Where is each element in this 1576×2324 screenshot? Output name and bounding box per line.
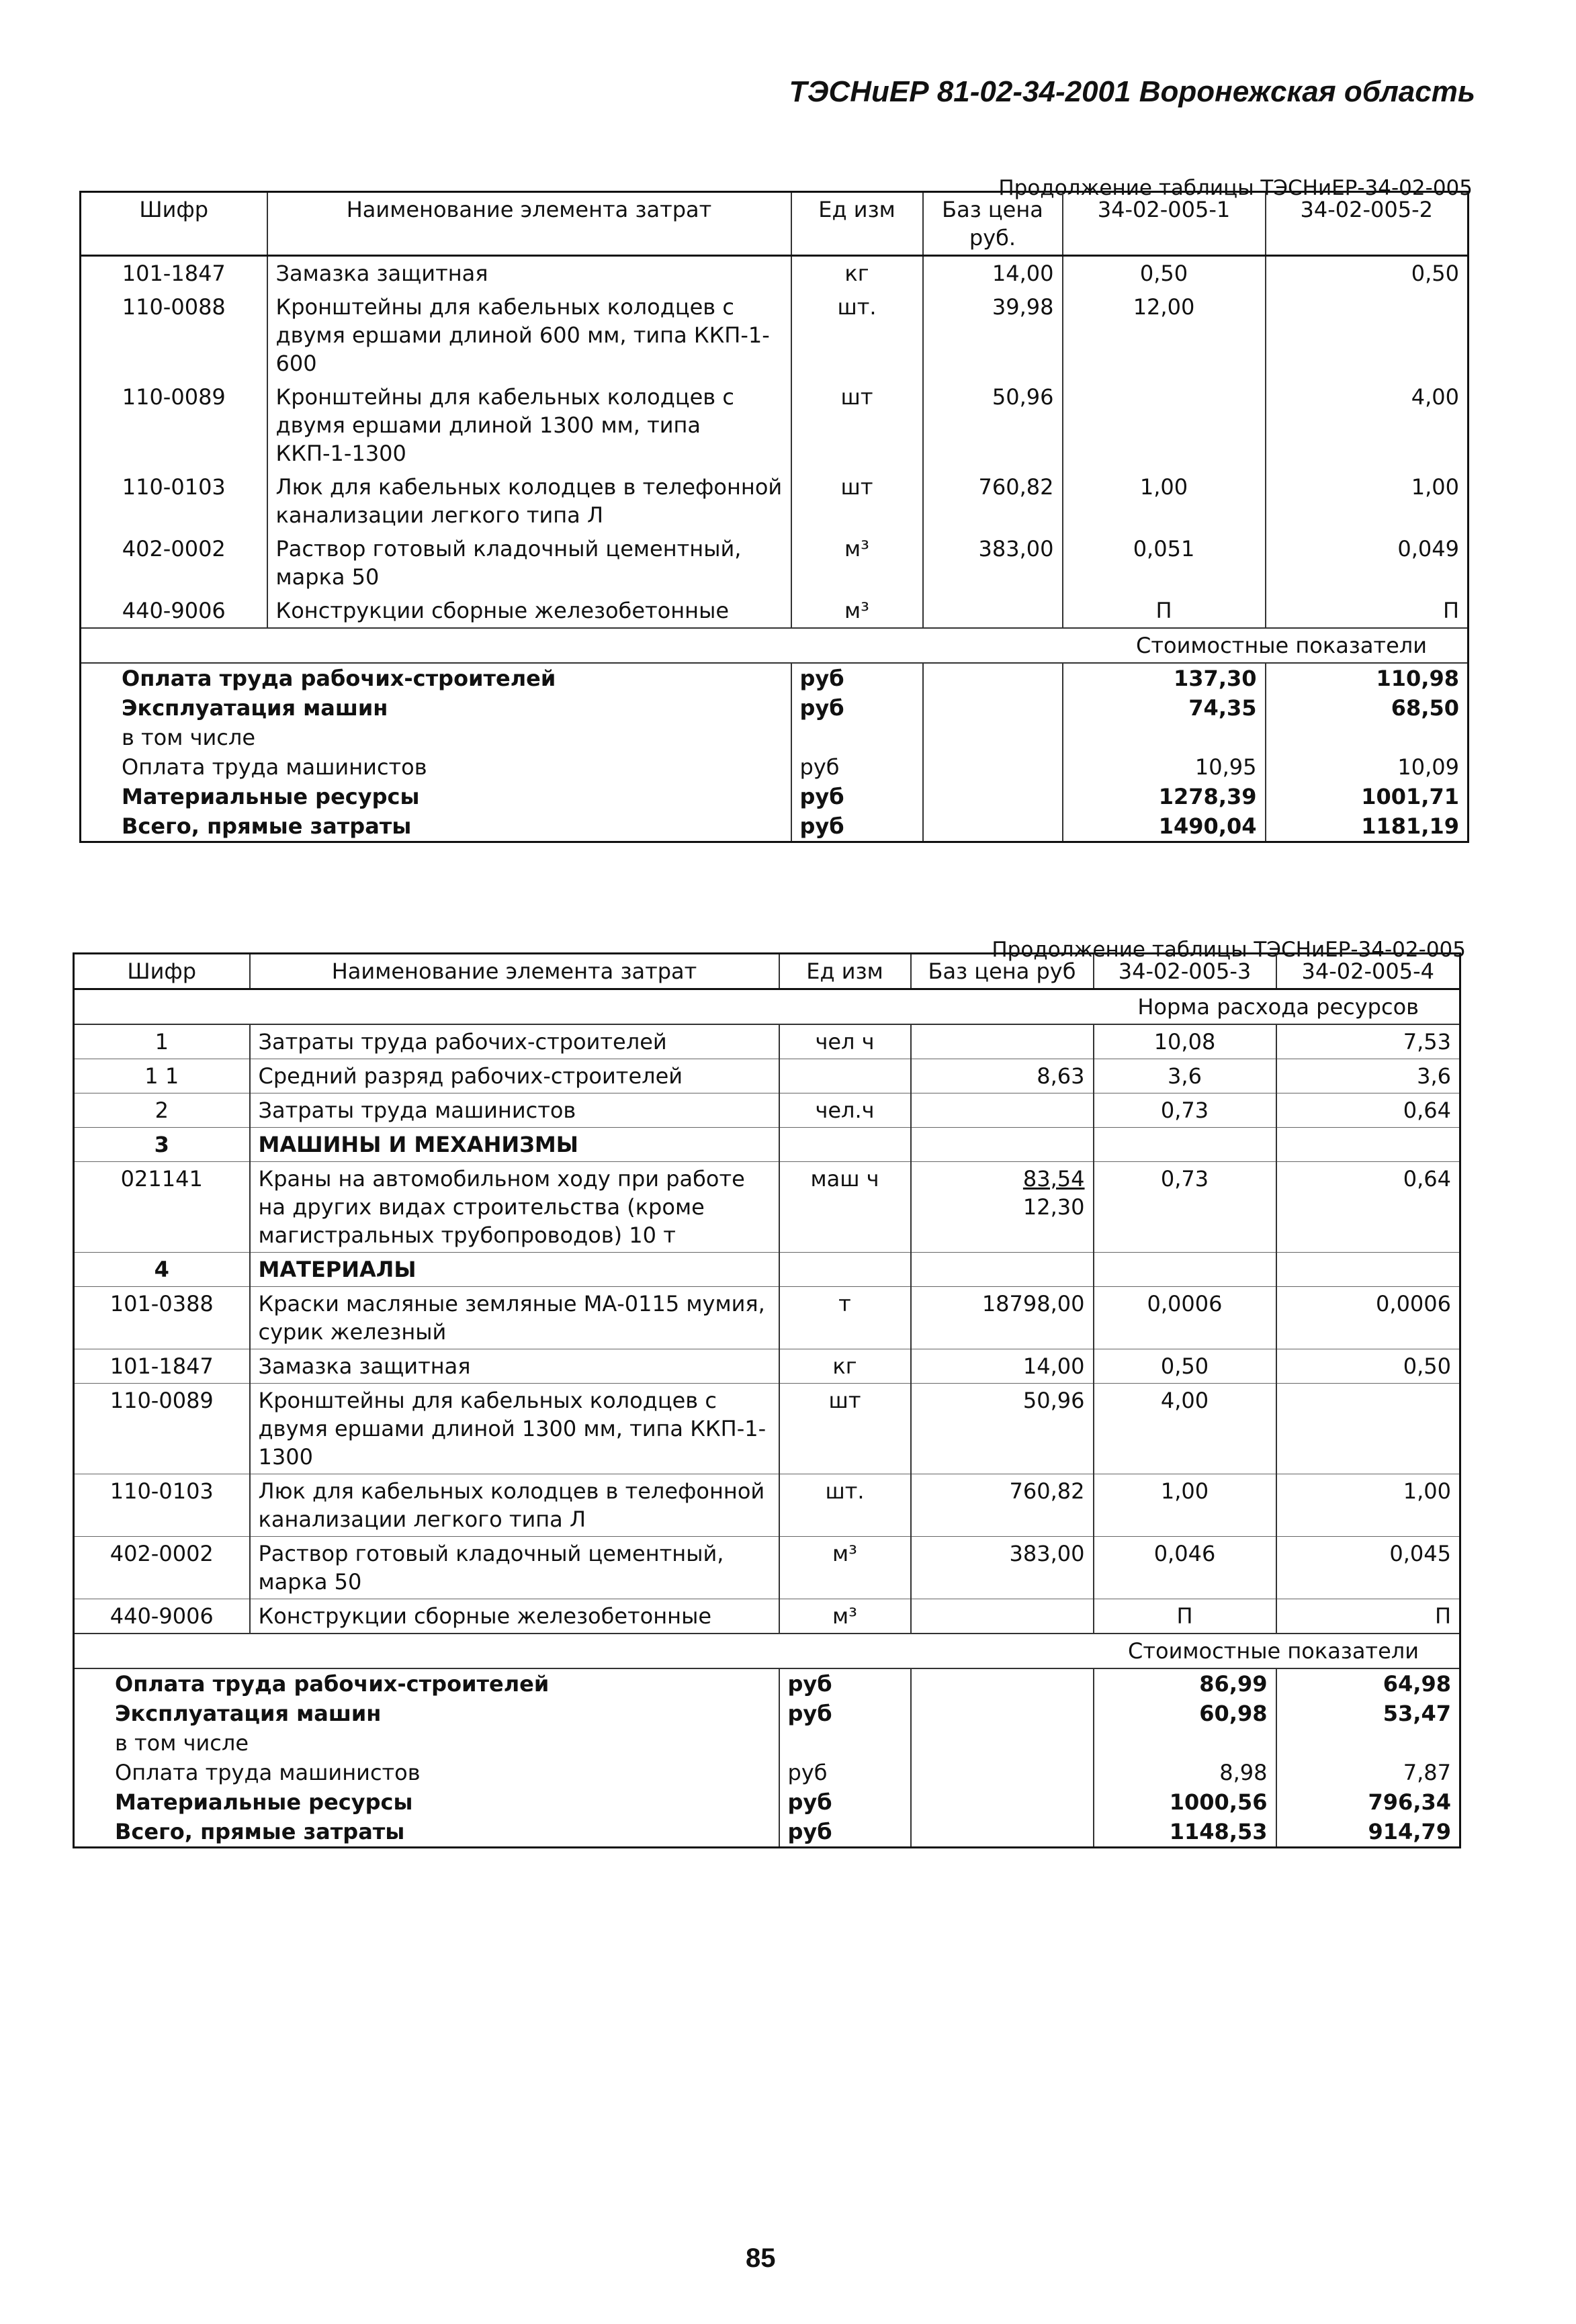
cost-empty: [923, 752, 1063, 782]
cell-code: 402-0002: [122, 536, 226, 562]
cell-code: 021141: [74, 1162, 250, 1253]
cell-price: 50,96: [911, 1384, 1094, 1474]
table-row: [74, 1093, 1460, 1128]
col-header-code: Шифр: [74, 954, 250, 989]
cost-unit: руб: [791, 811, 923, 842]
page-number: 85: [746, 2243, 776, 2273]
cell-unit: шт: [791, 380, 923, 470]
cost-value-1: 8,98: [1094, 1758, 1276, 1787]
cell-value-1: 0,046: [1094, 1537, 1276, 1599]
cost-row: [74, 1668, 1460, 1699]
cell-value-2: 1,00: [1276, 1474, 1460, 1537]
cost-empty: [911, 1787, 1094, 1817]
cost-unit: руб: [779, 1758, 911, 1787]
cell-price: [911, 1128, 1094, 1162]
cost-empty: [923, 723, 1063, 752]
cell-price: [911, 1024, 1094, 1059]
cost-value-1: 86,99: [1094, 1668, 1276, 1699]
cost-row: [74, 1728, 1460, 1758]
cell-value-2: 0,50: [1266, 256, 1469, 291]
cell-code: 101-1847: [122, 261, 226, 286]
cell-unit: чел.ч: [779, 1093, 911, 1128]
table-row: [74, 1253, 1460, 1287]
cell-name: Кронштейны для кабельных колодцев с двумя ершами длиной 600 мм, типа ККП-1-600: [267, 290, 791, 380]
cell-unit: м³: [779, 1537, 911, 1599]
cell-unit: [779, 1128, 911, 1162]
cell-unit: кг: [791, 256, 923, 291]
cost-name: Всего, прямые затраты: [115, 1819, 405, 1844]
cost-unit: руб: [779, 1787, 911, 1817]
cost-name: Эксплуатация машин: [115, 1701, 382, 1726]
cost-value-2: 7,87: [1276, 1758, 1460, 1787]
table-row: [81, 290, 1469, 380]
cell-name: Замазка защитная: [267, 256, 791, 291]
cell-code: 440-9006: [74, 1599, 250, 1634]
cell-price: 18798,00: [911, 1287, 1094, 1349]
table1-caption: Продолжение таблицы ТЭСНиЕР-34-02-005: [998, 176, 1473, 200]
cell-unit: шт.: [779, 1474, 911, 1537]
cell-value-2: 4,00: [1266, 380, 1469, 470]
cost-empty: [923, 811, 1063, 842]
cost-row: [81, 693, 1469, 723]
cell-price: 383,00: [923, 532, 1063, 594]
cell-name: Люк для кабельных колодцев в телефонной канализации легкого типа Л: [250, 1474, 779, 1537]
cost-value-2: 110,98: [1266, 663, 1469, 693]
cost-value-1: 10,95: [1063, 752, 1266, 782]
cost-unit: руб: [779, 1817, 911, 1848]
table-row: [74, 1287, 1460, 1349]
cost-unit: [791, 723, 923, 752]
cell-name: Кронштейны для кабельных колодцев с двумя ершами длиной 1300 мм, типа ККП-1-1300: [250, 1384, 779, 1474]
section-label: Норма расхода ресурсов: [74, 989, 1460, 1025]
table-row: [81, 594, 1469, 628]
cell-value-1: [1094, 1128, 1276, 1162]
cell-price: 760,82: [923, 470, 1063, 532]
cost-row: [81, 723, 1469, 752]
cell-value-1: 10,08: [1094, 1024, 1276, 1059]
cost-row: [81, 782, 1469, 811]
cost-value-1: 1000,56: [1094, 1787, 1276, 1817]
cost-value-1: 74,35: [1063, 693, 1266, 723]
cell-name: Краны на автомобильном ходу при работе на других видах строительства (кроме магистральных трубопроводов) 10 т: [250, 1162, 779, 1253]
cell-code: 110-0088: [122, 294, 226, 320]
cell-price: 14,00: [911, 1349, 1094, 1384]
cell-value-2: 1,00: [1266, 470, 1469, 532]
cell-code: 110-0103: [122, 474, 226, 500]
table1-header-row: [81, 192, 1469, 256]
cell-value-2: 0,50: [1276, 1349, 1460, 1384]
col-header-name: Наименование элемента затрат: [250, 954, 779, 989]
cell-price: [911, 1162, 1094, 1253]
cost-empty: [911, 1817, 1094, 1848]
cell-name: Кронштейны для кабельных колодцев с двумя ершами длиной 1300 мм, типа ККП-1-1300: [267, 380, 791, 470]
cost-value-1: 60,98: [1094, 1699, 1276, 1728]
cell-code: 110-0089: [122, 384, 226, 410]
cell-unit: м³: [779, 1599, 911, 1634]
section-label: Стоимостные показатели: [81, 628, 1469, 663]
cell-value-2: 7,53: [1276, 1024, 1460, 1059]
cell-name: Конструкции сборные железобетонные: [250, 1599, 779, 1634]
cell-code: 110-0089: [74, 1384, 250, 1474]
cost-empty: [911, 1699, 1094, 1728]
cell-price: 8,63: [911, 1059, 1094, 1093]
cell-value-2: [1276, 1128, 1460, 1162]
cell-value-1: 1,00: [1094, 1474, 1276, 1537]
section-label: Стоимостные показатели: [74, 1634, 1460, 1668]
cost-name: Всего, прямые затраты: [122, 813, 412, 839]
cell-name: Краски масляные земляные МА-0115 мумия, сурик железный: [250, 1287, 779, 1349]
cell-code: 101-1847: [74, 1349, 250, 1384]
cell-value-2: 0,64: [1276, 1093, 1460, 1128]
cell-value-2: 3,6: [1276, 1059, 1460, 1093]
table1: [79, 191, 1469, 843]
cell-price: [923, 594, 1063, 628]
col-header-v2: 34-02-005-2: [1266, 192, 1469, 256]
cell-value-2: 0,64: [1276, 1162, 1460, 1253]
cell-value-1: 0,73: [1094, 1093, 1276, 1128]
cell-code: 440-9006: [122, 598, 226, 623]
cell-value-2: 0,049: [1266, 532, 1469, 594]
cell-code: 4: [74, 1253, 250, 1287]
table-row: [74, 1384, 1460, 1474]
cell-value-1: 12,00: [1063, 290, 1266, 380]
cost-name: Эксплуатация машин: [122, 695, 388, 721]
col-header-price: Баз цена руб: [911, 954, 1094, 989]
cost-unit: руб: [791, 663, 923, 693]
cost-value-2: 10,09: [1266, 752, 1469, 782]
cost-name: в том числе: [122, 725, 255, 750]
cost-value-1: [1063, 723, 1266, 752]
cell-name: Замазка защитная: [250, 1349, 779, 1384]
cost-name: Оплата труда рабочих-строителей: [115, 1671, 550, 1697]
cell-value-2: П: [1276, 1599, 1460, 1634]
table-row: [74, 1599, 1460, 1634]
section-row-costs: [74, 1634, 1460, 1668]
section-row-costs: [81, 628, 1469, 663]
cell-name: МАТЕРИАЛЫ: [250, 1253, 779, 1287]
cost-value-2: 1181,19: [1266, 811, 1469, 842]
cell-unit: [779, 1059, 911, 1093]
cell-code: 1 1: [74, 1059, 250, 1093]
cost-value-2: 53,47: [1276, 1699, 1460, 1728]
cell-unit: чел ч: [779, 1024, 911, 1059]
cell-unit: кг: [779, 1349, 911, 1384]
cell-name: Люк для кабельных колодцев в телефонной канализации легкого типа Л: [267, 470, 791, 532]
cost-row: [81, 811, 1469, 842]
cost-value-1: 1278,39: [1063, 782, 1266, 811]
cell-name: МАШИНЫ И МЕХАНИЗМЫ: [250, 1128, 779, 1162]
cell-value-1: 0,50: [1063, 256, 1266, 291]
cell-code: 402-0002: [74, 1537, 250, 1599]
cell-name: Раствор готовый кладочный цементный, марка 50: [250, 1537, 779, 1599]
col-header-v1: 34-02-005-3: [1094, 954, 1276, 989]
cell-price: [911, 1599, 1094, 1634]
cost-name: Оплата труда машинистов: [115, 1760, 421, 1785]
cost-row: [81, 752, 1469, 782]
cell-value-1: [1063, 380, 1266, 470]
price-value: 83,54: [1022, 1166, 1085, 1192]
col-header-unit: Ед изм: [791, 192, 923, 256]
cell-code: 1: [155, 1029, 169, 1055]
cell-unit: [779, 1253, 911, 1287]
cell-unit: шт: [779, 1384, 911, 1474]
cell-value-1: [1094, 1253, 1276, 1287]
cell-unit: шт: [791, 470, 923, 532]
cell-unit: м³: [791, 532, 923, 594]
cell-name: Затраты труда машинистов: [250, 1093, 779, 1128]
cost-value-2: [1276, 1728, 1460, 1758]
cell-unit: шт.: [791, 290, 923, 380]
cell-price: [911, 1253, 1094, 1287]
cost-empty: [911, 1668, 1094, 1699]
cost-value-1: 1148,53: [1094, 1817, 1276, 1848]
cost-row: [74, 1699, 1460, 1728]
cost-value-2: [1266, 723, 1469, 752]
section-row-norm: [74, 989, 1460, 1025]
table-row: [81, 380, 1469, 470]
table-row: [81, 532, 1469, 594]
col-header-code: Шифр: [81, 192, 267, 256]
table2-caption: Продолжение таблицы ТЭСНиЕР-34-02-005: [992, 938, 1466, 962]
col-header-v2: 34-02-005-4: [1276, 954, 1460, 989]
cost-name: Материальные ресурсы: [115, 1789, 413, 1815]
col-header-unit: Ед изм: [779, 954, 911, 989]
col-header-name: Наименование элемента затрат: [267, 192, 791, 256]
cell-value-1: 1,00: [1063, 470, 1266, 532]
cost-empty: [911, 1758, 1094, 1787]
cost-unit: руб: [791, 752, 923, 782]
cell-name: Затраты труда рабочих-строителей: [250, 1024, 779, 1059]
cell-unit: маш ч: [779, 1162, 911, 1253]
table-row: [74, 1537, 1460, 1599]
col-header-price: Баз цена руб.: [923, 192, 1063, 256]
cell-unit: м³: [791, 594, 923, 628]
cell-code: 2: [74, 1093, 250, 1128]
cell-value-1: 0,73: [1094, 1162, 1276, 1253]
cell-value-1: П: [1094, 1599, 1276, 1634]
cost-value-1: 137,30: [1063, 663, 1266, 693]
cost-value-2: 1001,71: [1266, 782, 1469, 811]
table-row: [74, 1059, 1460, 1093]
cell-value-1: 0,50: [1094, 1349, 1276, 1384]
cost-empty: [923, 782, 1063, 811]
table2: [73, 952, 1461, 1848]
table2-header-row: [74, 954, 1460, 989]
cost-value-2: 64,98: [1276, 1668, 1460, 1699]
cell-price: 760,82: [911, 1474, 1094, 1537]
cell-price: 383,00: [911, 1537, 1094, 1599]
cost-name: Оплата труда рабочих-строителей: [122, 666, 556, 691]
cell-value-2: [1276, 1384, 1460, 1474]
cell-value-1: 3,6: [1094, 1059, 1276, 1093]
cost-value-2: 914,79: [1276, 1817, 1460, 1848]
page-header-title: ТЭСНиЕР 81-02-34-2001 Воронежская область: [789, 75, 1475, 108]
price-value-secondary: 12,30: [1022, 1194, 1085, 1220]
cell-name: Средний разряд рабочих-строителей: [250, 1059, 779, 1093]
cell-name: Раствор готовый кладочный цементный, марка 50: [267, 532, 791, 594]
cell-value-2: [1266, 290, 1469, 380]
cost-name: Оплата труда машинистов: [122, 754, 427, 780]
cell-value-2: [1276, 1253, 1460, 1287]
cost-unit: руб: [791, 782, 923, 811]
cell-code: 3: [74, 1128, 250, 1162]
cost-row: [81, 663, 1469, 693]
cell-price: 39,98: [923, 290, 1063, 380]
cell-value-2: П: [1266, 594, 1469, 628]
cost-unit: руб: [791, 693, 923, 723]
cost-empty: [923, 663, 1063, 693]
col-header-v1: 34-02-005-1: [1063, 192, 1266, 256]
cost-empty: [923, 693, 1063, 723]
cell-value-2: 0,045: [1276, 1537, 1460, 1599]
cell-value-1: 0,0006: [1094, 1287, 1276, 1349]
cost-row: [74, 1787, 1460, 1817]
table-row: [74, 1024, 1460, 1059]
cost-value-2: 68,50: [1266, 693, 1469, 723]
cell-unit: т: [779, 1287, 911, 1349]
cost-value-1: [1094, 1728, 1276, 1758]
cell-value-1: 4,00: [1094, 1384, 1276, 1474]
cost-value-1: 1490,04: [1063, 811, 1266, 842]
table-row: [74, 1349, 1460, 1384]
table-row: [74, 1162, 1460, 1253]
cell-price: [911, 1093, 1094, 1128]
table-row: [74, 1128, 1460, 1162]
cost-name: в том числе: [115, 1730, 249, 1756]
cell-price: 14,00: [923, 256, 1063, 291]
cell-value-1: 0,051: [1063, 532, 1266, 594]
cell-value-2: 0,0006: [1276, 1287, 1460, 1349]
cost-unit: руб: [779, 1699, 911, 1728]
cost-unit: руб: [779, 1668, 911, 1699]
cost-empty: [911, 1728, 1094, 1758]
cell-code: 110-0103: [74, 1474, 250, 1537]
table-row: [74, 1474, 1460, 1537]
cost-value-2: 796,34: [1276, 1787, 1460, 1817]
cell-code: 101-0388: [74, 1287, 250, 1349]
cell-price: 50,96: [923, 380, 1063, 470]
table-row: [81, 256, 1469, 291]
cell-name: Конструкции сборные железобетонные: [267, 594, 791, 628]
table-row: [81, 470, 1469, 532]
cost-unit: [779, 1728, 911, 1758]
cell-value-1: П: [1063, 594, 1266, 628]
cost-row: [74, 1817, 1460, 1848]
cost-row: [74, 1758, 1460, 1787]
cost-name: Материальные ресурсы: [122, 784, 420, 809]
